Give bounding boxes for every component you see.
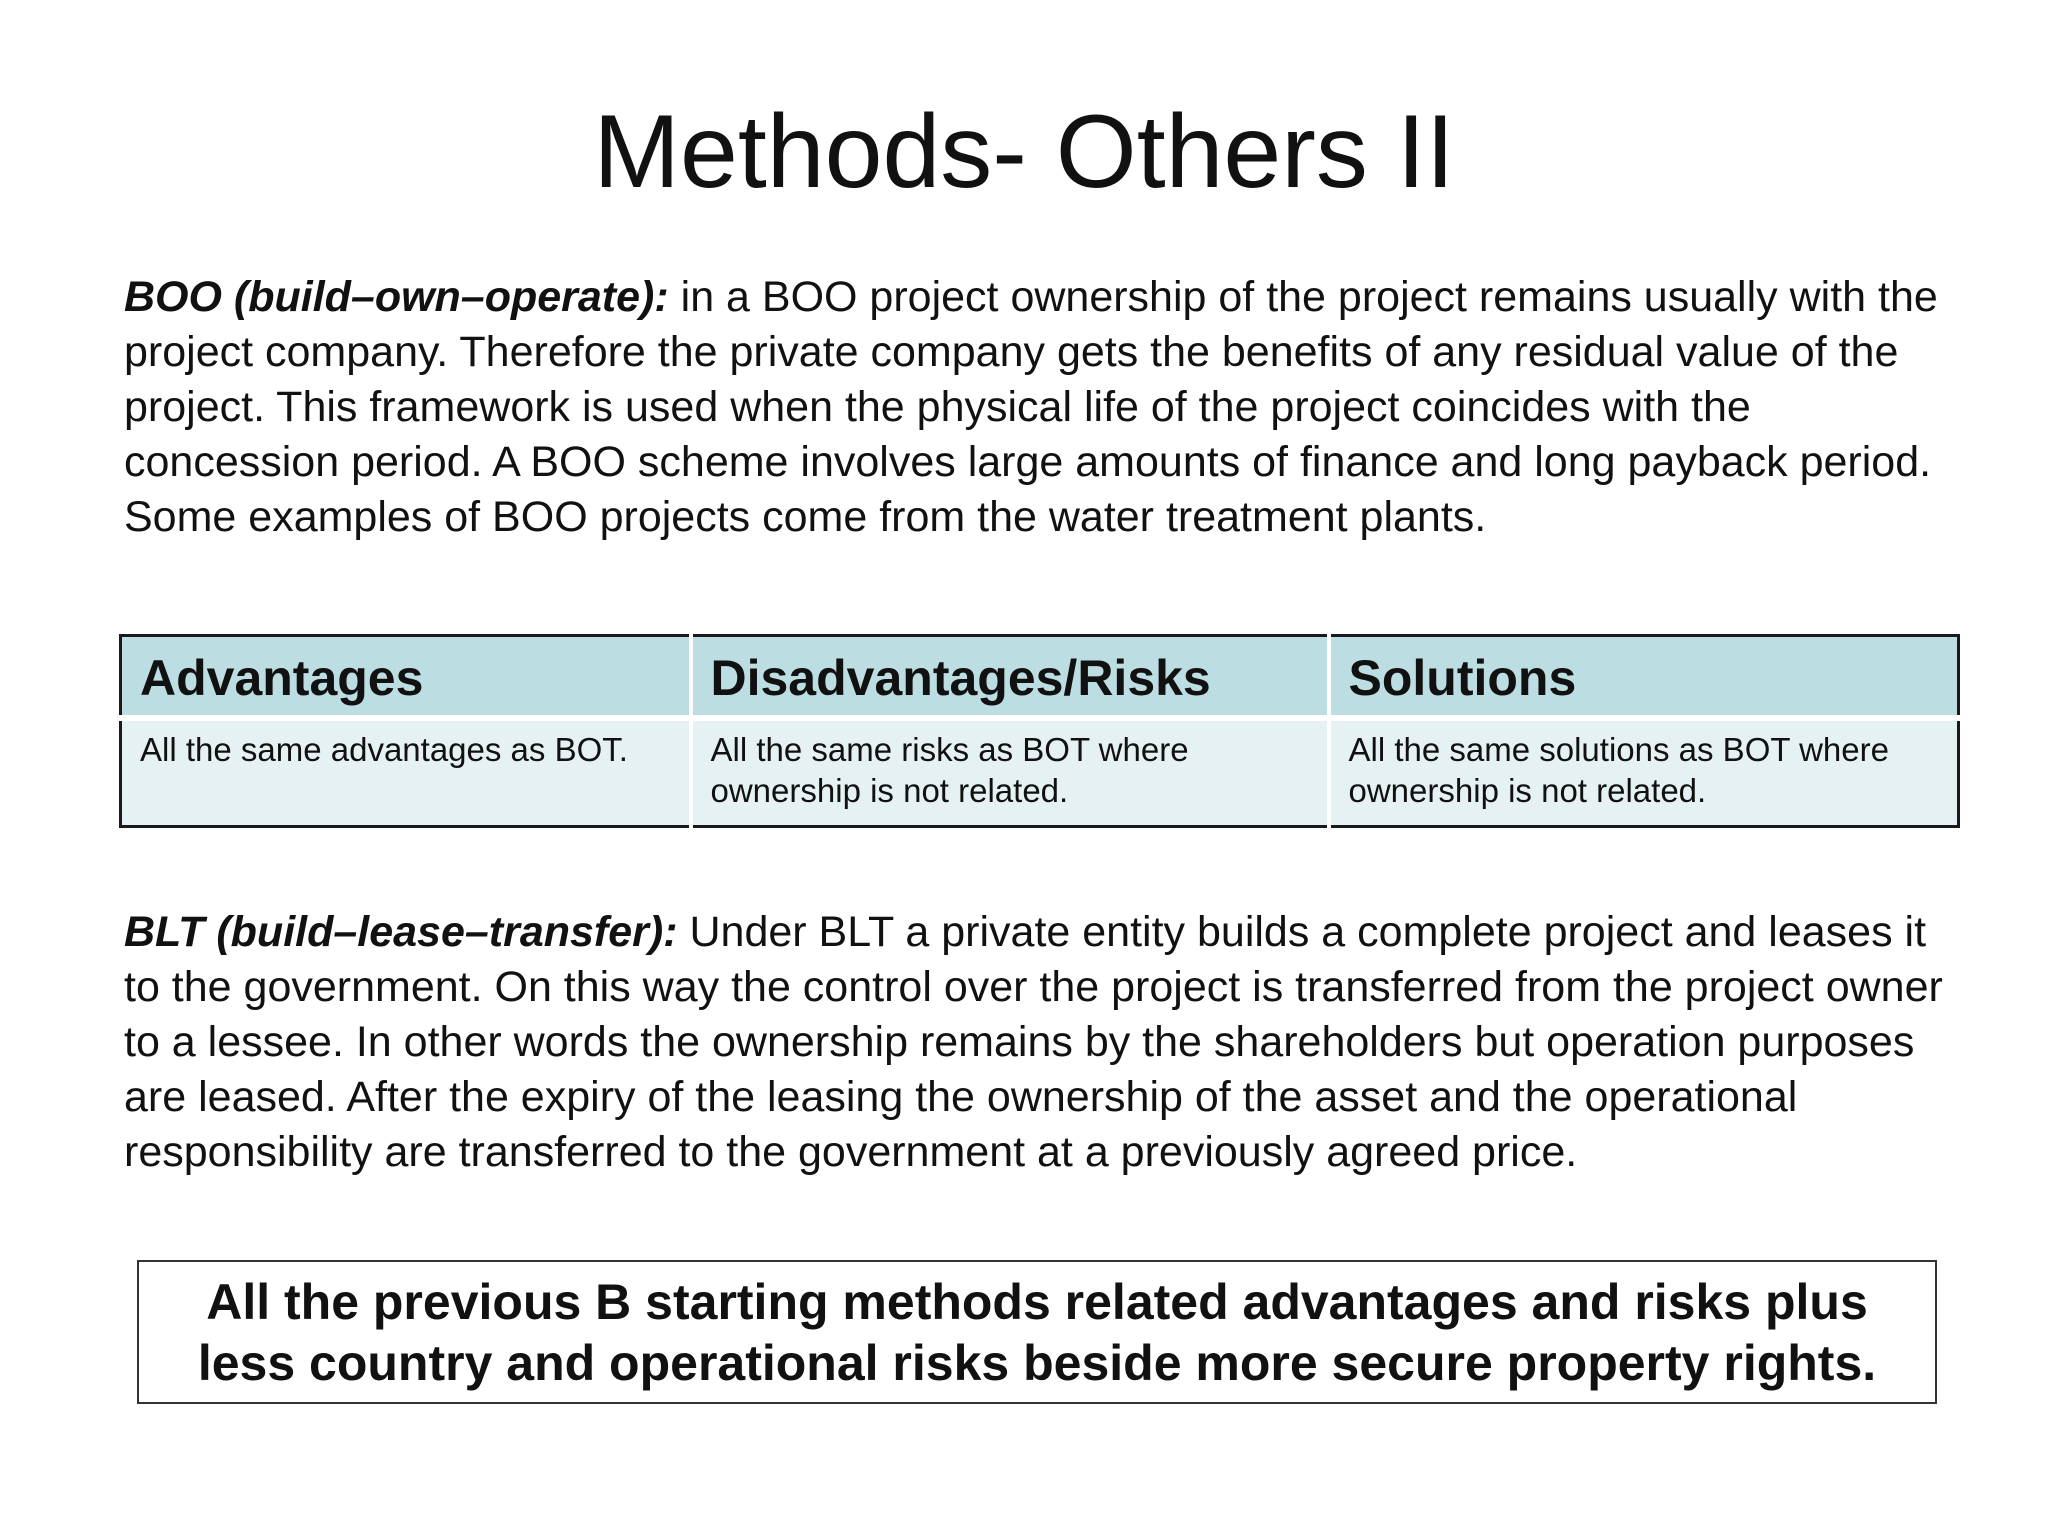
blt-description: Under BLT a private entity builds a complete project and leases it to the government. On this way the control over the project is transferred from the project owner to a lessee. In other words the ownership remains by the shareholders but operation purposes are leased. After the expiry of the leasing the ownership of the asset and the operational responsibility are transferred to the government at a previously agreed price.	[124, 908, 1943, 1176]
table-header-row	[121, 636, 1959, 719]
header-disadvantages-risks: Disadvantages/Risks	[691, 636, 1329, 719]
cell-solutions: All the same solutions as BOT where ownership is not related.	[1329, 718, 1959, 827]
boo-description: in a BOO project ownership of the project remains usually with the project company. Therefore the private company gets the benefits of any residual value of the project. This framework is used when the physical life of the project coincides with the concession period. A BOO scheme involves large amounts of finance and long payback period. Some examples of BOO projects come from the water treatment plants.	[124, 273, 1938, 541]
cell-advantages: All the same advantages as BOT.	[121, 718, 691, 827]
callout-line-1: All the previous B starting methods related advantages and risks plus	[206, 1274, 1868, 1330]
boo-paragraph	[124, 270, 1964, 545]
summary-callout-box	[137, 1260, 1937, 1404]
slide-title: Methods- Others II	[593, 94, 1455, 210]
cell-disadvantages-risks: All the same risks as BOT where ownership is not related.	[691, 718, 1329, 827]
table-row	[121, 718, 1959, 827]
blt-paragraph	[124, 905, 1964, 1180]
blt-term: BLT (build–lease–transfer):	[124, 908, 678, 956]
header-advantages: Advantages	[121, 636, 691, 719]
boo-term: BOO (build–own–operate):	[124, 273, 669, 321]
header-solutions: Solutions	[1329, 636, 1959, 719]
boo-comparison-table	[119, 634, 1960, 828]
callout-line-2: less country and operational risks beside more secure property rights.	[197, 1335, 1877, 1391]
